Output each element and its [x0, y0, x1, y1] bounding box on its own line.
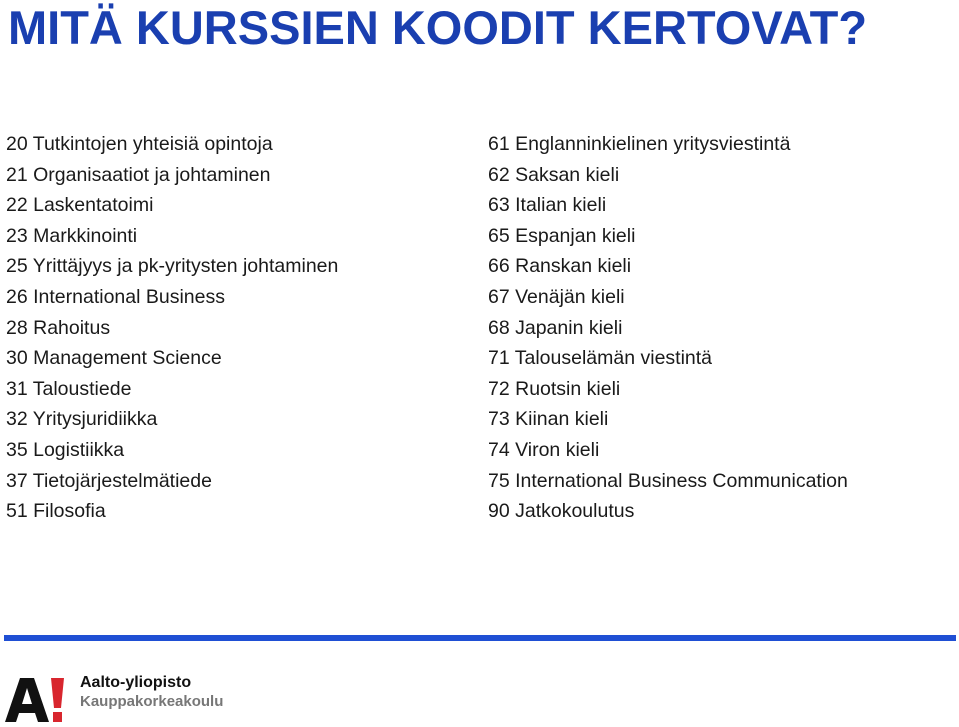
course-code-item: 73 Kiinan kieli	[488, 408, 609, 431]
course-code-item: 68 Japanin kieli	[488, 316, 623, 339]
course-code-item: 51 Filosofia	[6, 500, 106, 523]
course-code-item: 20 Tutkintojen yhteisiä opintoja	[6, 133, 273, 155]
aalto-logo-icon	[3, 674, 67, 724]
course-code-item: 31 Taloustiede	[6, 377, 132, 400]
course-code-list-right	[488, 129, 848, 527]
course-code-item: 72 Ruotsin kieli	[488, 377, 621, 400]
course-code-list-left	[6, 129, 338, 527]
course-code-item: 66 Ranskan kieli	[488, 255, 632, 278]
course-code-item: 30 Management Science	[6, 347, 222, 370]
footer-divider	[4, 635, 956, 641]
course-code-item: 25 Yrittäjyys ja pk-yritysten johtaminen	[6, 255, 339, 278]
course-code-item: 75 International Business Communication	[488, 469, 848, 492]
course-code-item: 74 Viron kieli	[488, 438, 600, 461]
course-code-item: 23 Markkinointi	[6, 224, 138, 247]
course-code-item: 71 Talouselämän viestintä	[488, 347, 713, 370]
course-code-item: 67 Venäjän kieli	[488, 285, 625, 308]
course-code-item: 28 Rahoitus	[6, 316, 111, 339]
course-code-item: 63 Italian kieli	[488, 194, 607, 217]
course-code-item: 22 Laskentatoimi	[6, 194, 154, 217]
course-code-item: 90 Jatkokoulutus	[488, 500, 635, 523]
course-code-item: 26 International Business	[6, 285, 225, 308]
course-code-item: 35 Logistiikka	[6, 438, 125, 461]
course-code-item: 37 Tietojärjestelmätiede	[6, 469, 212, 492]
course-code-item: 65 Espanjan kieli	[488, 224, 636, 247]
school-name: Kauppakorkeakoulu	[80, 693, 224, 710]
course-code-item: 21 Organisaatiot ja johtaminen	[6, 163, 271, 186]
course-code-item: 32 Yritysjuridiikka	[6, 408, 158, 431]
course-code-item: 62 Saksan kieli	[488, 163, 620, 186]
slide-title: MITÄ KURSSIEN KOODIT KERTOVAT?	[8, 1, 868, 54]
university-name: Aalto-yliopisto	[80, 674, 192, 691]
course-code-item: 61 Englanninkielinen yritysviestintä	[488, 133, 791, 155]
